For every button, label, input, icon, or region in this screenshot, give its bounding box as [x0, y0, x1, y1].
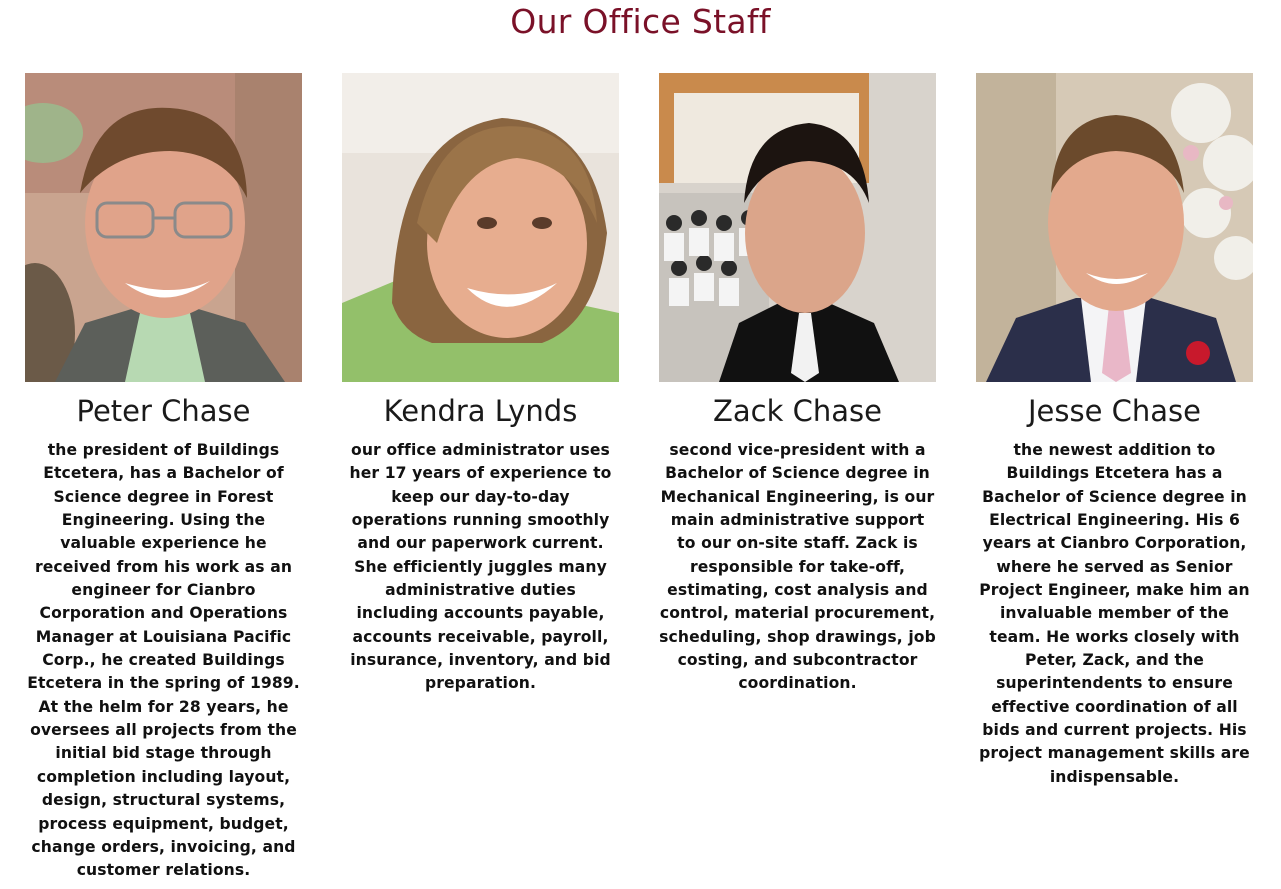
staff-bio: the president of Buildings Etcetera, has a Bachelor of Science degree in Forest Engineering. Using the valuable experience he received from his work as an engineer for Cianbro Corporation and Operations Manager at Louisiana Pacific Corp., he created Buildings Etcetera in the spring of 1989. At the helm for 28 years, he oversees all projects from the initial bid stage through completion including layout, design, structural systems, process equipment, budget, change orders, invoicing, and customer relations. [27, 441, 300, 880]
staff-name: Zack Chase [713, 394, 882, 428]
staff-photo-zack-chase [659, 73, 936, 382]
staff-bio: the newest addition to Buildings Etcetera has a Bachelor of Science degree in Electrical Engineering. His 6 years at Cianbro Corporation, where he served as Senior Project Engineer, make him an invaluable member of the team. He works closely with Peter, Zack, and the superintendents to ensure effective coordination of all bids and current projects. His project management skills are indispensable. [979, 441, 1250, 786]
staff-card-zack-chase [659, 73, 936, 696]
portrait-photo-icon [976, 73, 1253, 382]
staff-name: Jesse Chase [1027, 394, 1202, 428]
page-title: Our Office Staff [510, 2, 771, 41]
staff-card-kendra-lynds [342, 73, 619, 696]
portrait-photo-icon [342, 73, 619, 382]
portrait-photo-icon [659, 73, 936, 382]
staff-photo-peter-chase [25, 73, 302, 382]
staff-photo-kendra-lynds [342, 73, 619, 382]
staff-card-jesse-chase [976, 73, 1253, 789]
staff-card-peter-chase [25, 73, 302, 883]
staff-photo-jesse-chase [976, 73, 1253, 382]
portrait-photo-icon [25, 73, 302, 382]
staff-bio: our office administrator uses her 17 years of experience to keep our day-to-day operations running smoothly and our paperwork current. She efficiently juggles many administrative duties including accounts payable, accounts receivable, payroll, insurance, inventory, and bid preparation. [349, 441, 612, 693]
staff-name: Kendra Lynds [383, 394, 578, 428]
staff-grid [0, 73, 1281, 889]
staff-name: Peter Chase [76, 394, 251, 428]
staff-bio: second vice-president with a Bachelor of Science degree in Mechanical Engineering, is our main administrative support to our on-site staff. Zack is responsible for take-off, estimating, cost analysis and control, material procurement, scheduling, shop drawings, job costing, and subcontractor coordination. [659, 441, 936, 693]
